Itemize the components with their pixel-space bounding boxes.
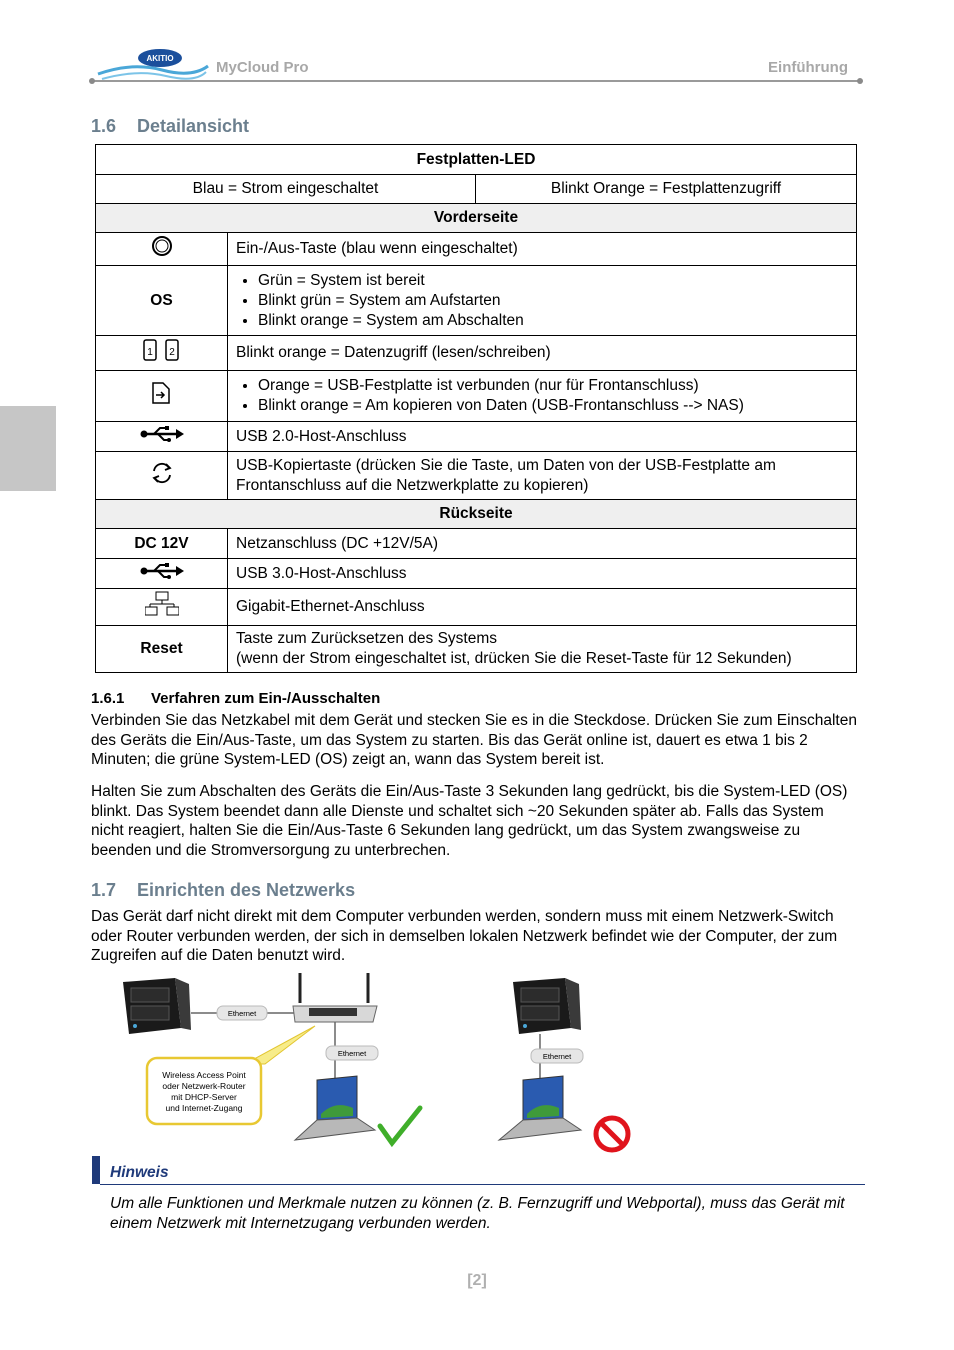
akitio-logo xyxy=(92,44,212,84)
usb-icon xyxy=(96,559,228,589)
laptop-image xyxy=(295,1076,375,1140)
network-paragraph: Das Gerät darf nicht direkt mit dem Computer verbunden werden, sondern muss mit einem Netzwerk-Switch oder Router verbunden werden, der sich in demselben lokalen Netzwerk befindet wie der Computer, der zum Zugreifen auf die Daten benutzt wird. xyxy=(91,908,838,964)
table-row xyxy=(96,589,857,626)
front-heading: Vorderseite xyxy=(96,204,857,233)
os-label: OS xyxy=(96,266,228,336)
table-row xyxy=(96,626,857,673)
usb-copy-led-icon xyxy=(96,371,228,422)
table-row xyxy=(96,452,857,500)
power-paragraph-1: Verbinden Sie das Netzkabel mit dem Gerät und stecken Sie es in die Steckdose. Drücken Sie zum Einschalten des Geräts die Ein/Aus-Taste, um das System zu starten. Bis das Gerät online ist, dauert es etwa 1 bis 2 Minuten; die grüne System-LED (OS) zeigt an, wann das System bereit ist. xyxy=(91,712,857,768)
svg-text:Ethernet: Ethernet xyxy=(542,1052,572,1061)
os-bullets xyxy=(236,271,848,331)
reset-desc: Taste zum Zurücksetzen des Systems (wenn der Strom eingeschaltet ist, drücken Sie die Reset-Taste für 12 Sekunden) xyxy=(228,626,857,673)
network-icon xyxy=(96,589,228,626)
svg-text:2: 2 xyxy=(168,347,175,358)
hint-text: Um alle Funktionen und Merkmale nutzen zu können (z. B. Fernzugriff und Webportal), muss das Gerät mit einem Netzwerk mit Internetzugang verbunden werden. xyxy=(110,1195,845,1232)
section-heading-1-6: 1.6 Detailansicht xyxy=(91,116,250,136)
svg-text:1: 1 xyxy=(146,347,153,358)
usb-copy-desc: USB-Kopiertaste (drücken Sie die Taste, um Daten von der USB-Festplatte am Frontanschluss auf die Netzwerkplatte zu kopieren) xyxy=(228,452,857,500)
header-chapter: Einführung xyxy=(768,59,848,76)
svg-text:Ethernet: Ethernet xyxy=(337,1049,367,1058)
prohibit-icon xyxy=(596,1118,628,1150)
hdd-led-heading: Festplatten-LED xyxy=(96,145,857,175)
usb2-desc: USB 2.0-Host-Anschluss xyxy=(228,422,857,452)
side-tab xyxy=(0,406,56,491)
header-product: MyCloud Pro xyxy=(216,59,309,76)
usb-icon xyxy=(96,422,228,452)
logo-text: AKITIO xyxy=(146,54,174,63)
table-row xyxy=(96,336,857,371)
list-item: • Orange = USB-Festplatte ist verbunden (nur für Frontanschluss) xyxy=(258,376,848,396)
list-item: • Blinkt orange = System am Abschalten xyxy=(258,311,848,331)
section-heading-1-7: 1.7 Einrichten des Netzwerks xyxy=(91,880,356,900)
header-rule xyxy=(92,80,860,82)
page-number: [2] xyxy=(467,1272,487,1289)
power-desc: Ein-/Aus-Taste (blau wenn eingeschaltet) xyxy=(228,233,857,266)
usb-led-bullets xyxy=(236,376,848,416)
hint-bar xyxy=(92,1156,100,1184)
svg-text:mit DHCP-Server: mit DHCP-Server xyxy=(171,1092,237,1102)
power-paragraph-2: Halten Sie zum Abschalten des Geräts die Ein/Aus-Taste 3 Sekunden lang gedrückt, bis die System-LED (OS) blinkt. Das System beendet dann alle Dienste und schaltet sich ~20 Sekunden später ab. Falls das System nicht reagiert, halten Sie die Ein/Aus-Taste 6 Sekunden lang gedrückt, um das System zwangsweise zu beenden und die Stromversorgung zu unterbrechen. xyxy=(91,783,848,859)
ethernet-desc: Gigabit-Ethernet-Anschluss xyxy=(228,589,857,626)
table-row xyxy=(96,266,857,336)
hdd-led-desc: Blinkt orange = Datenzugriff (lesen/schreiben) xyxy=(228,336,857,371)
nas-device-image xyxy=(123,978,191,1034)
nas-device-image xyxy=(513,978,581,1034)
reset-label: Reset xyxy=(96,626,228,673)
hdd-led-blue: Blau = Strom eingeschaltet xyxy=(96,175,476,204)
hint-title: Hinweis xyxy=(110,1164,169,1181)
section-heading-1-6-1: 1.6.1 Verfahren zum Ein-/Ausschalten xyxy=(91,690,381,707)
dc-label: DC 12V xyxy=(96,529,228,559)
hdd-led-orange: Blinkt Orange = Festplattenzugriff xyxy=(476,175,857,204)
table-row xyxy=(96,371,857,422)
header-rule-dot-left xyxy=(89,78,95,84)
dc-desc: Netzanschluss (DC +12V/5A) xyxy=(228,529,857,559)
hint-rule xyxy=(100,1184,865,1185)
svg-text:Wireless Access Point: Wireless Access Point xyxy=(162,1070,246,1080)
check-icon xyxy=(380,1108,420,1143)
network-diagram xyxy=(95,968,655,1158)
table-row xyxy=(96,529,857,559)
usb3-desc: USB 3.0-Host-Anschluss xyxy=(228,559,857,589)
table-row xyxy=(96,233,857,266)
table-row xyxy=(96,422,857,452)
ethernet-label: Ethernet xyxy=(227,1009,257,1018)
svg-text:oder Netzwerk-Router: oder Netzwerk-Router xyxy=(162,1081,246,1091)
detail-table xyxy=(95,144,857,673)
list-item: • Blinkt orange = Am kopieren von Daten (USB-Frontanschluss --> NAS) xyxy=(258,396,848,416)
table-row xyxy=(96,559,857,589)
power-icon xyxy=(96,233,228,266)
router-callout xyxy=(162,1070,246,1113)
list-item: • Blinkt grün = System am Aufstarten xyxy=(258,291,848,311)
laptop-image xyxy=(499,1076,581,1140)
hdd-led-icon xyxy=(96,336,228,371)
router-image xyxy=(293,973,377,1022)
list-item: • Grün = System ist bereit xyxy=(258,271,848,291)
sync-icon xyxy=(96,452,228,500)
header-rule-dot-right xyxy=(857,78,863,84)
rear-heading: Rückseite xyxy=(96,500,857,529)
svg-text:und Internet-Zugang: und Internet-Zugang xyxy=(165,1103,243,1113)
